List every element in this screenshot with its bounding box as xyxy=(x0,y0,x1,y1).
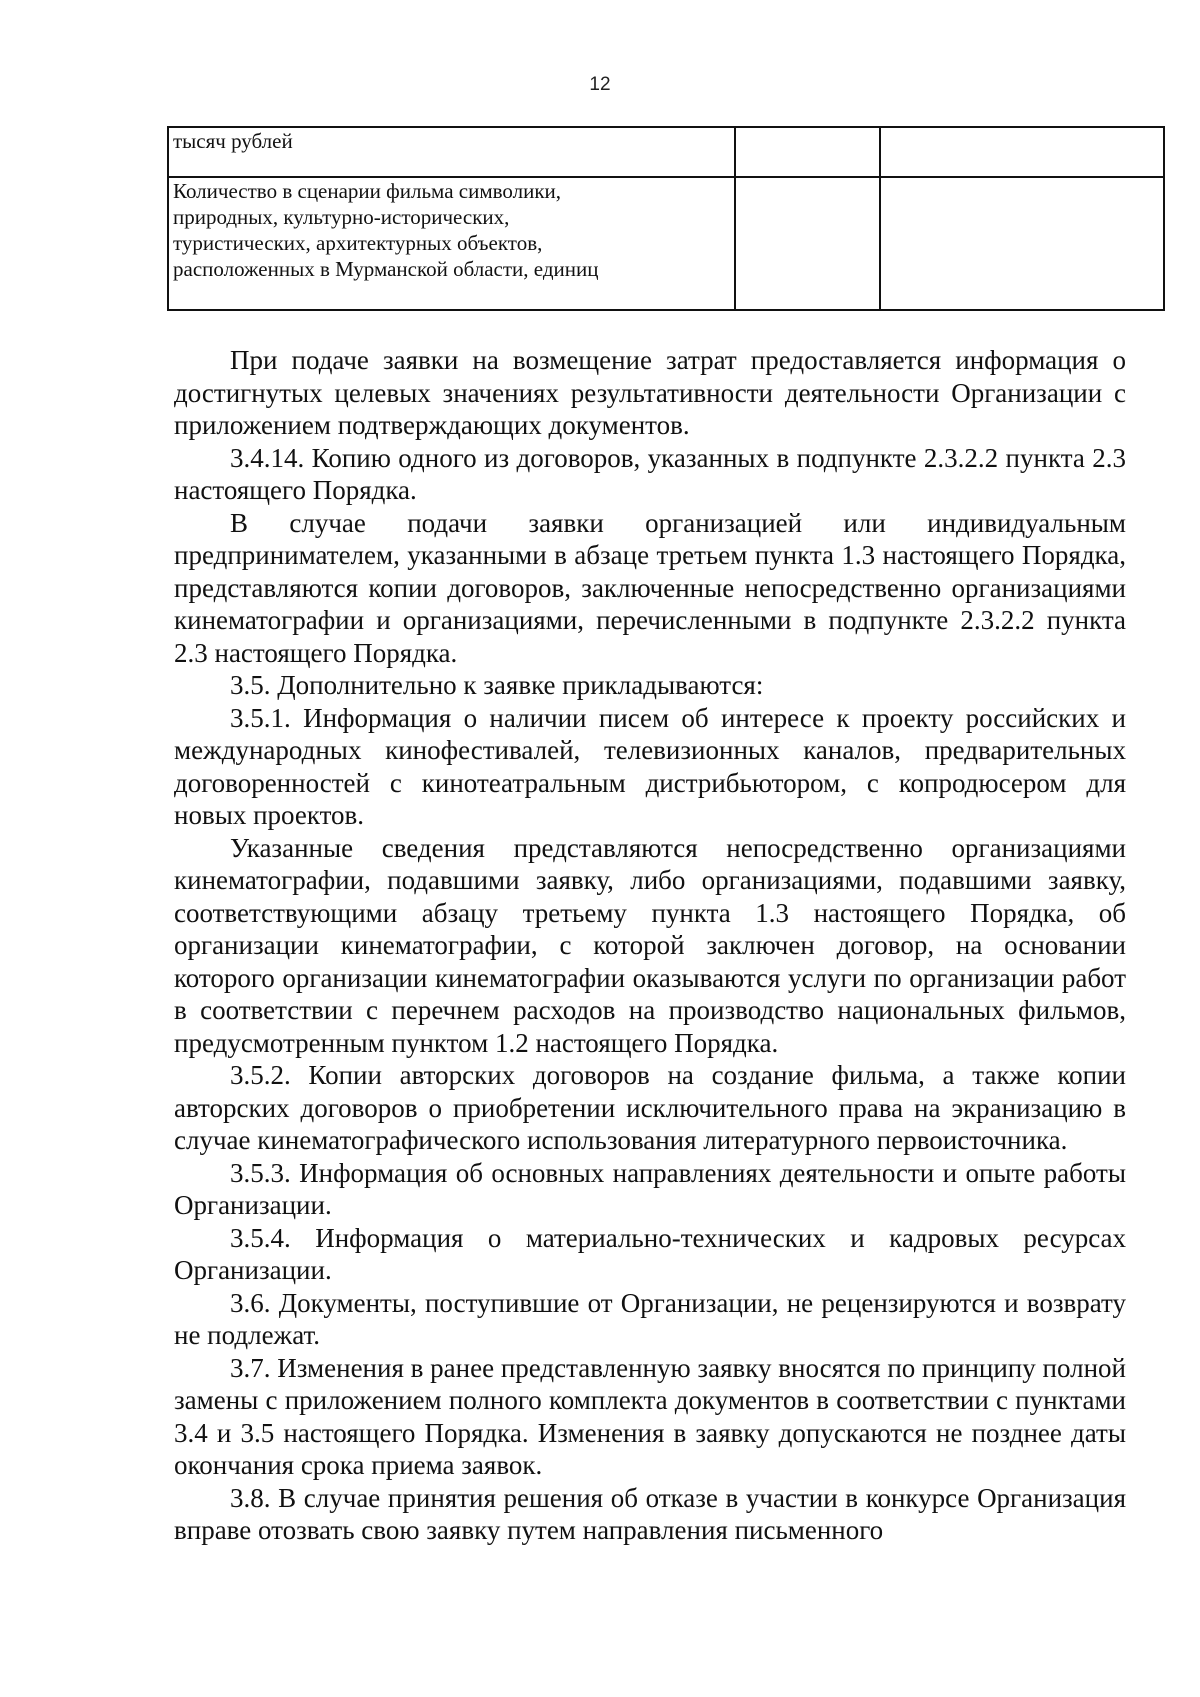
paragraph: В случае подачи заявки организацией или индивидуальным предпринимателем, указанными в абзаце третьем пункта 1.3 настоящего Порядка, представляются копии договоров, заключенные непосредственно организациями кинематографии и организациями, перечисленными в подпункте 2.3.2.2 пункта 2.3 настоящего Порядка. xyxy=(174,507,1126,668)
table-cell-empty xyxy=(880,127,1164,177)
table-cell-label xyxy=(168,177,735,310)
table-cell-empty xyxy=(735,177,880,310)
paragraph: Указанные сведения представляются непосредственно организациями кинематографии, подавшими заявку, либо организациями, подавшими заявку, соответствующими абзацу третьему пункта 1.3 настоящего Порядка, об организации кинематографии, с которой заключен договор, на основании которого организации кинематографии оказываются услуги по организации работ в соответствии с перечнем расходов на производство национальных фильмов, предусмотренным пунктом 1.2 настоящего Порядка. xyxy=(174,832,1126,1058)
cell-text: тысяч рублей xyxy=(173,129,293,153)
table-cell-empty xyxy=(735,127,880,177)
table-row xyxy=(168,177,1164,310)
table-cell-empty xyxy=(880,177,1164,310)
table-row xyxy=(168,127,1164,177)
paragraph: 3.7. Изменения в ранее представленную заявку вносятся по принципу полной замены с приложением полного комплекта документов в соответствии с пунктами 3.4 и 3.5 настоящего Порядка. Изменения в заявку допускаются не позднее даты окончания срока приема заявок. xyxy=(174,1352,1126,1480)
paragraph: При подаче заявки на возмещение затрат предоставляется информация о достигнутых целевых значениях результативности деятельности Организации с приложением подтверждающих документов. xyxy=(174,345,1126,440)
paragraph: 3.5.2. Копии авторских договоров на создание фильма, а также копии авторских договоров о приобретении исключительного права на экранизацию в случае кинематографического использования литературного первоисточника. xyxy=(174,1060,1126,1155)
paragraph: 3.8. В случае принятия решения об отказе в участии в конкурсе Организация вправе отозвать свою заявку путем направления письменного xyxy=(174,1482,1126,1545)
paragraph: 3.6. Документы, поступившие от Организации, не рецензируются и возврату не подлежат. xyxy=(174,1287,1126,1350)
cell-text: Количество в сценарии фильма символики, природных, культурно-исторических, туристических, архитектурных объектов, расположенных в Мурманской области, единиц xyxy=(173,179,599,281)
paragraph: 3.5.1. Информация о наличии писем об интересе к проекту российских и международных кинофестивалей, телевизионных каналов, предварительных договоренностей с кинотеатральным дистрибьютором, с копродюсером для новых проектов. xyxy=(174,702,1126,830)
table-cell-label xyxy=(168,127,735,177)
paragraph: 3.5.3. Информация об основных направлениях деятельности и опыте работы Организации. xyxy=(174,1157,1126,1220)
paragraph: 3.5.4. Информация о материально-технических и кадровых ресурсах Организации. xyxy=(174,1222,1126,1285)
document-body xyxy=(174,344,1126,1547)
paragraph: 3.5. Дополнительно к заявке прикладываются: xyxy=(230,670,764,700)
paragraph: 3.4.14. Копию одного из договоров, указанных в подпункте 2.3.2.2 пункта 2.3 настоящего Порядка. xyxy=(174,442,1126,505)
indicator-table xyxy=(167,126,1165,311)
page-number: 12 xyxy=(589,74,611,95)
